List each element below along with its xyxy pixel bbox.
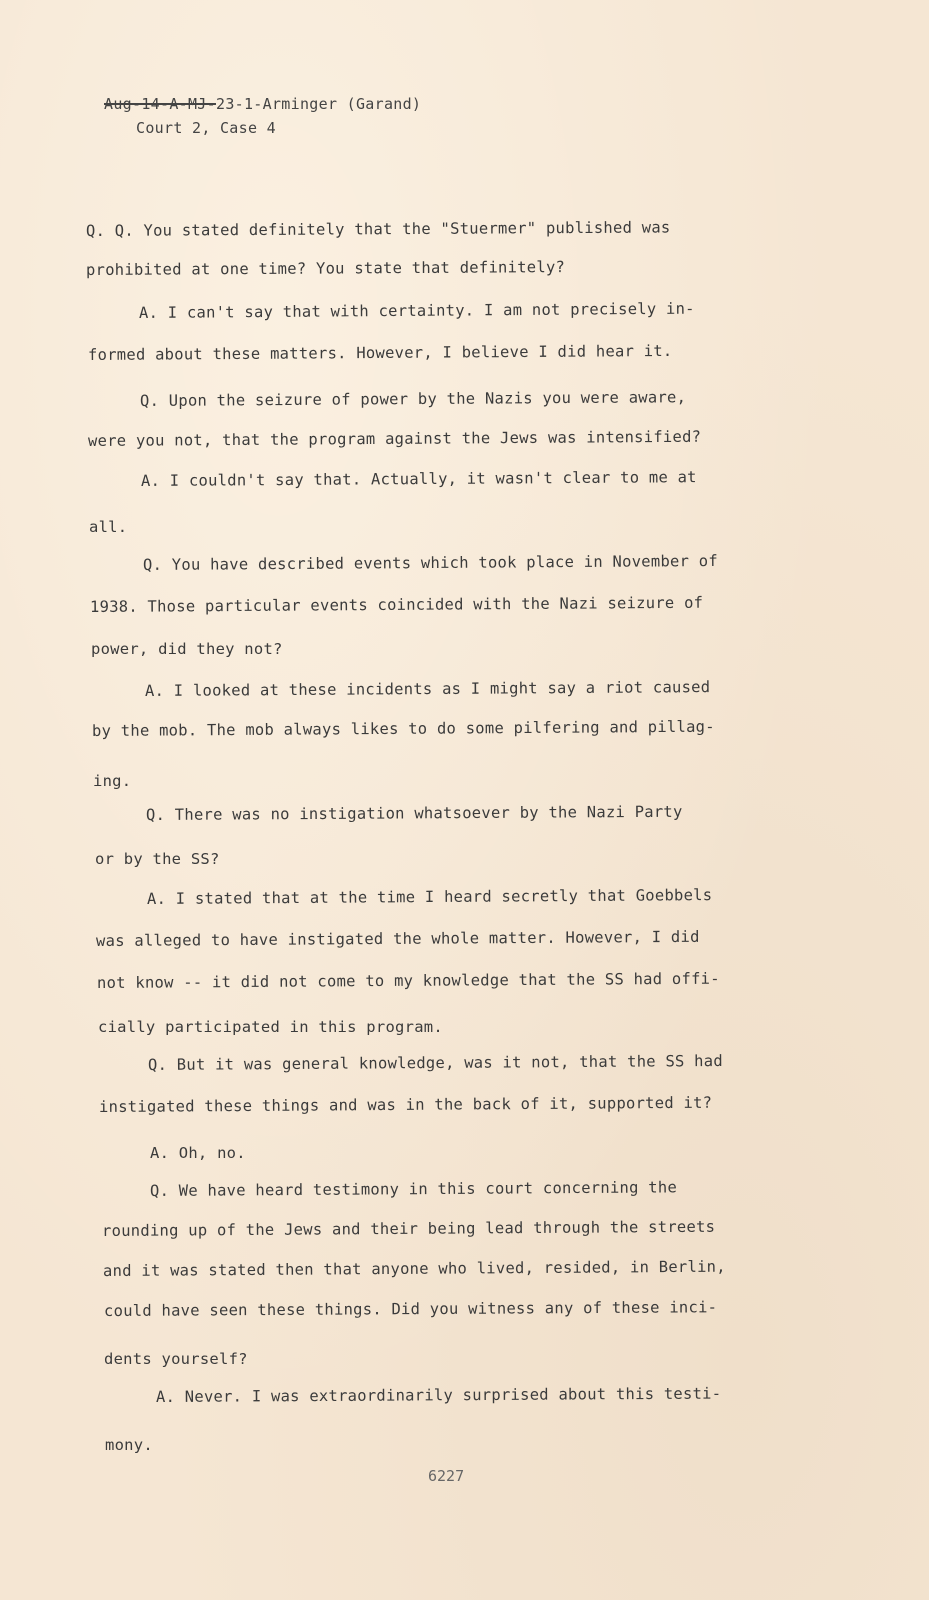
- transcript-line: Q. Upon the seizure of power by the Nazis you were aware,: [139, 388, 687, 410]
- transcript-line: was alleged to have instigated the whole matter. However, I did: [95, 927, 700, 950]
- transcript-line: A. I stated that at the time I heard secretly that Goebbels: [146, 886, 713, 908]
- transcript-line: A. I couldn't say that. Actually, it wasn't clear to me at: [140, 468, 697, 490]
- transcript-line: 1938. Those particular events coincided with the Nazi seizure of: [89, 593, 704, 616]
- transcript-line: and it was stated then that anyone who lived, resided, in Berlin,: [102, 1257, 726, 1280]
- transcript-line: power, did they not?: [91, 640, 283, 658]
- struck-case-prefix: Aug-14-A-MJ-: [104, 95, 216, 113]
- transcript-line: mony.: [105, 1436, 153, 1454]
- court-case-line: Court 2, Case 4: [136, 119, 276, 137]
- transcript-line: Q. Q. You stated definitely that the "Stuermer" published was: [85, 218, 671, 240]
- transcript-line: A. Oh, no.: [150, 1144, 246, 1162]
- transcript-line: formed about these matters. However, I believe I did hear it.: [87, 341, 673, 364]
- transcript-line: instigated these things and was in the back of it, supported it?: [98, 1093, 713, 1116]
- transcript-line: were you not, that the program against the Jews was intensified?: [87, 427, 702, 450]
- case-reference-line: [104, 92, 421, 116]
- transcript-line: A. I can't say that with certainty. I am not precisely in-: [138, 299, 695, 322]
- transcript-line: rounding up of the Jews and their being lead through the streets: [101, 1217, 716, 1240]
- transcript-line: Q. You have described events which took place in November of: [142, 551, 718, 574]
- transcript-line: not know -- it did not come to my knowledge that the SS had offi-: [96, 969, 720, 992]
- transcript-line: A. I looked at these incidents as I might say a riot caused: [144, 678, 711, 700]
- transcript-line: or by the SS?: [95, 850, 220, 868]
- transcript-line: cially participated in this program.: [98, 1018, 443, 1036]
- case-reference: 23-1-Arminger (Garand): [215, 95, 422, 113]
- transcript-line: Q. There was no instigation whatsoever by the Nazi Party: [145, 802, 683, 824]
- page-number: 6227: [428, 1467, 465, 1485]
- transcript-line: A. Never. I was extraordinarily surprised about this testi-: [155, 1384, 722, 1406]
- transcript-line: Q. But it was general knowledge, was it not, that the SS had: [147, 1051, 723, 1074]
- transcript-line: Q. We have heard testimony in this court concerning the: [149, 1178, 678, 1200]
- transcript-line: dents yourself?: [104, 1350, 248, 1368]
- transcript-line: ing.: [93, 772, 132, 790]
- transcript-line: prohibited at one time? You state that definitely?: [85, 258, 566, 279]
- transcript-line: all.: [89, 518, 128, 536]
- transcript-line: by the mob. The mob always likes to do some pilfering and pillag-: [91, 717, 715, 740]
- document-header: [104, 92, 421, 140]
- transcript-line: could have seen these things. Did you witness any of these inci-: [103, 1298, 718, 1320]
